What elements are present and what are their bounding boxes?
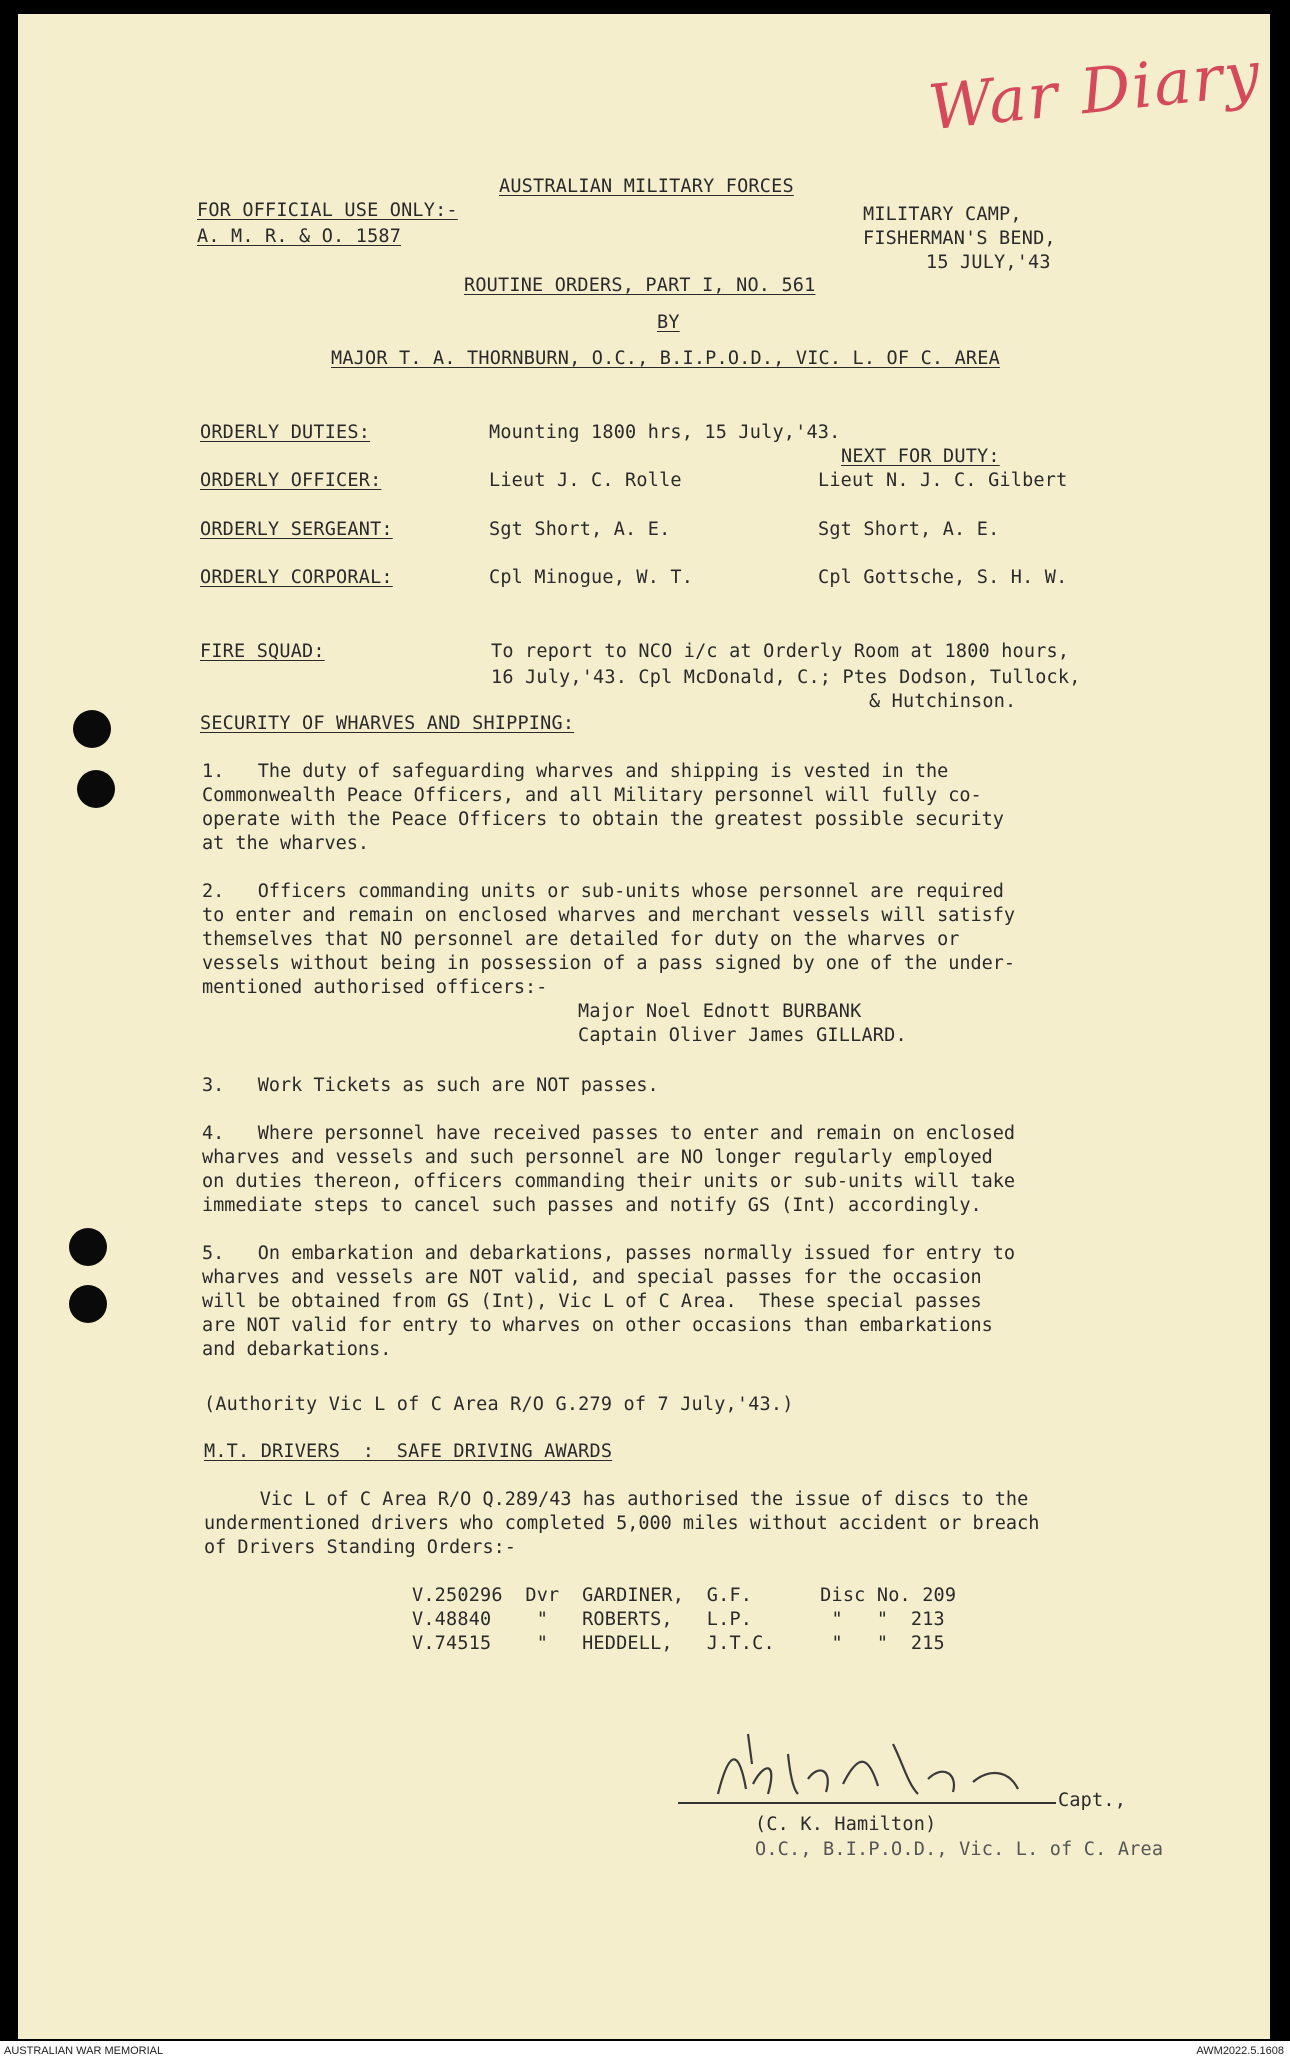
fire-squad-label: FIRE SQUAD: bbox=[200, 641, 325, 662]
security-heading: SECURITY OF WHARVES AND SHIPPING: bbox=[200, 713, 575, 734]
orderly-corporal-value: Cpl Minogue, W. T. bbox=[489, 567, 694, 588]
camp-location: FISHERMAN'S BEND, bbox=[863, 228, 1056, 249]
security-paragraph-4: 4. Where personnel have received passes to enter and remain on enclosed wharves and vessels and such personnel are NO longer regularly employed on duties thereon, officers commanding their units or sub-units will take immediate steps to cancel such passes and notify GS (Int) accordingly. bbox=[202, 1123, 1016, 1216]
document-page bbox=[18, 14, 1270, 2039]
footer-bar bbox=[0, 2041, 1290, 2061]
orderly-corporal-label: ORDERLY CORPORAL: bbox=[200, 567, 393, 588]
orderly-sergeant-value: Sgt Short, A. E. bbox=[489, 519, 671, 540]
next-for-duty-label: NEXT FOR DUTY: bbox=[841, 446, 1000, 467]
header-date: 15 JULY,'43 bbox=[926, 252, 1051, 273]
header-title: AUSTRALIAN MILITARY FORCES bbox=[499, 176, 794, 197]
by-label: BY bbox=[657, 312, 680, 333]
footer-institution: AUSTRALIAN WAR MEMORIAL bbox=[4, 2045, 164, 2057]
authorised-officer-2: Captain Oliver James GILLARD. bbox=[578, 1025, 907, 1046]
authorised-officer-1: Major Noel Ednott BURBANK bbox=[578, 1001, 862, 1022]
orderly-sergeant-next: Sgt Short, A. E. bbox=[818, 519, 1000, 540]
punch-hole bbox=[69, 1285, 107, 1323]
punch-hole bbox=[77, 770, 115, 808]
amr-reference: A. M. R. & O. 1587 bbox=[197, 226, 402, 247]
driver-row: V.74515 " HEDDELL, J.T.C. " " 215 bbox=[412, 1633, 945, 1654]
orders-title: ROUTINE ORDERS, PART I, NO. 561 bbox=[464, 275, 816, 296]
handwritten-signature bbox=[708, 1724, 1068, 1814]
footer-accession-number: AWM2022.5.1608 bbox=[1196, 2045, 1284, 2057]
fire-squad-line: & Hutchinson. bbox=[869, 691, 1017, 712]
issuing-officer: MAJOR T. A. THORNBURN, O.C., B.I.P.O.D., VIC. L. OF C. AREA bbox=[331, 348, 1000, 369]
orderly-sergeant-label: ORDERLY SERGEANT: bbox=[200, 519, 393, 540]
punch-hole bbox=[73, 710, 111, 748]
mt-drivers-paragraph: Vic L of C Area R/O Q.289/43 has authorised the issue of discs to the undermentioned drivers who completed 5,000 miles without accident or breach of Drivers Standing Orders:- bbox=[204, 1489, 1040, 1558]
security-paragraph-2: 2. Officers commanding units or sub-units whose personnel are required to enter and remain on enclosed wharves and merchant vessels will satisfy themselves that NO personnel are detailed for duty on the wharves or vessels without being in possession of a pass signed by one of the under- mentioned authorised officers:- bbox=[202, 881, 1016, 998]
security-paragraph-5: 5. On embarkation and debarkations, passes normally issued for entry to wharves and vessels are NOT valid, and special passes for the occasion will be obtained from GS (Int), Vic L of C Area. These special passes are NOT valid for entry to wharves on other occasions than embarkations and debarkations. bbox=[202, 1243, 1016, 1360]
punch-hole bbox=[69, 1228, 107, 1266]
authority-reference: (Authority Vic L of C Area R/O G.279 of 7 July,'43.) bbox=[204, 1394, 794, 1415]
security-paragraph-1: 1. The duty of safeguarding wharves and shipping is vested in the Commonwealth Peace Officers, and all Military personnel will fully co- operate with the Peace Officers to obtain the greatest possible security at the wharves. bbox=[202, 761, 1004, 854]
orderly-corporal-next: Cpl Gottsche, S. H. W. bbox=[818, 567, 1068, 588]
orderly-duties-label: ORDERLY DUTIES: bbox=[200, 422, 371, 443]
security-paragraph-3: 3. Work Tickets as such are NOT passes. bbox=[202, 1075, 659, 1096]
mt-drivers-heading: M.T. DRIVERS : SAFE DRIVING AWARDS bbox=[204, 1441, 613, 1462]
camp-name: MILITARY CAMP, bbox=[863, 204, 1022, 225]
fire-squad-line: To report to NCO i/c at Orderly Room at 1800 hours, bbox=[491, 641, 1070, 662]
driver-row: V.250296 Dvr GARDINER, G.F. Disc No. 209 bbox=[412, 1585, 957, 1606]
orderly-officer-label: ORDERLY OFFICER: bbox=[200, 470, 382, 491]
orderly-officer-next: Lieut N. J. C. Gilbert bbox=[818, 470, 1068, 491]
signature-line bbox=[678, 1802, 1056, 1804]
signature-unit: O.C., B.I.P.O.D., Vic. L. of C. Area bbox=[755, 1839, 1164, 1860]
signature-name: (C. K. Hamilton) bbox=[755, 1814, 937, 1835]
driver-row: V.48840 " ROBERTS, L.P. " " 213 bbox=[412, 1609, 945, 1630]
official-use-label: FOR OFFICIAL USE ONLY:- bbox=[197, 200, 458, 221]
orderly-duties-value: Mounting 1800 hrs, 15 July,'43. bbox=[489, 422, 841, 443]
fire-squad-line: 16 July,'43. Cpl McDonald, C.; Ptes Dodson, Tullock, bbox=[491, 667, 1081, 688]
war-diary-annotation: War Diary bbox=[925, 36, 1265, 145]
orderly-officer-value: Lieut J. C. Rolle bbox=[489, 470, 682, 491]
signature-rank: Capt., bbox=[1058, 1790, 1127, 1811]
